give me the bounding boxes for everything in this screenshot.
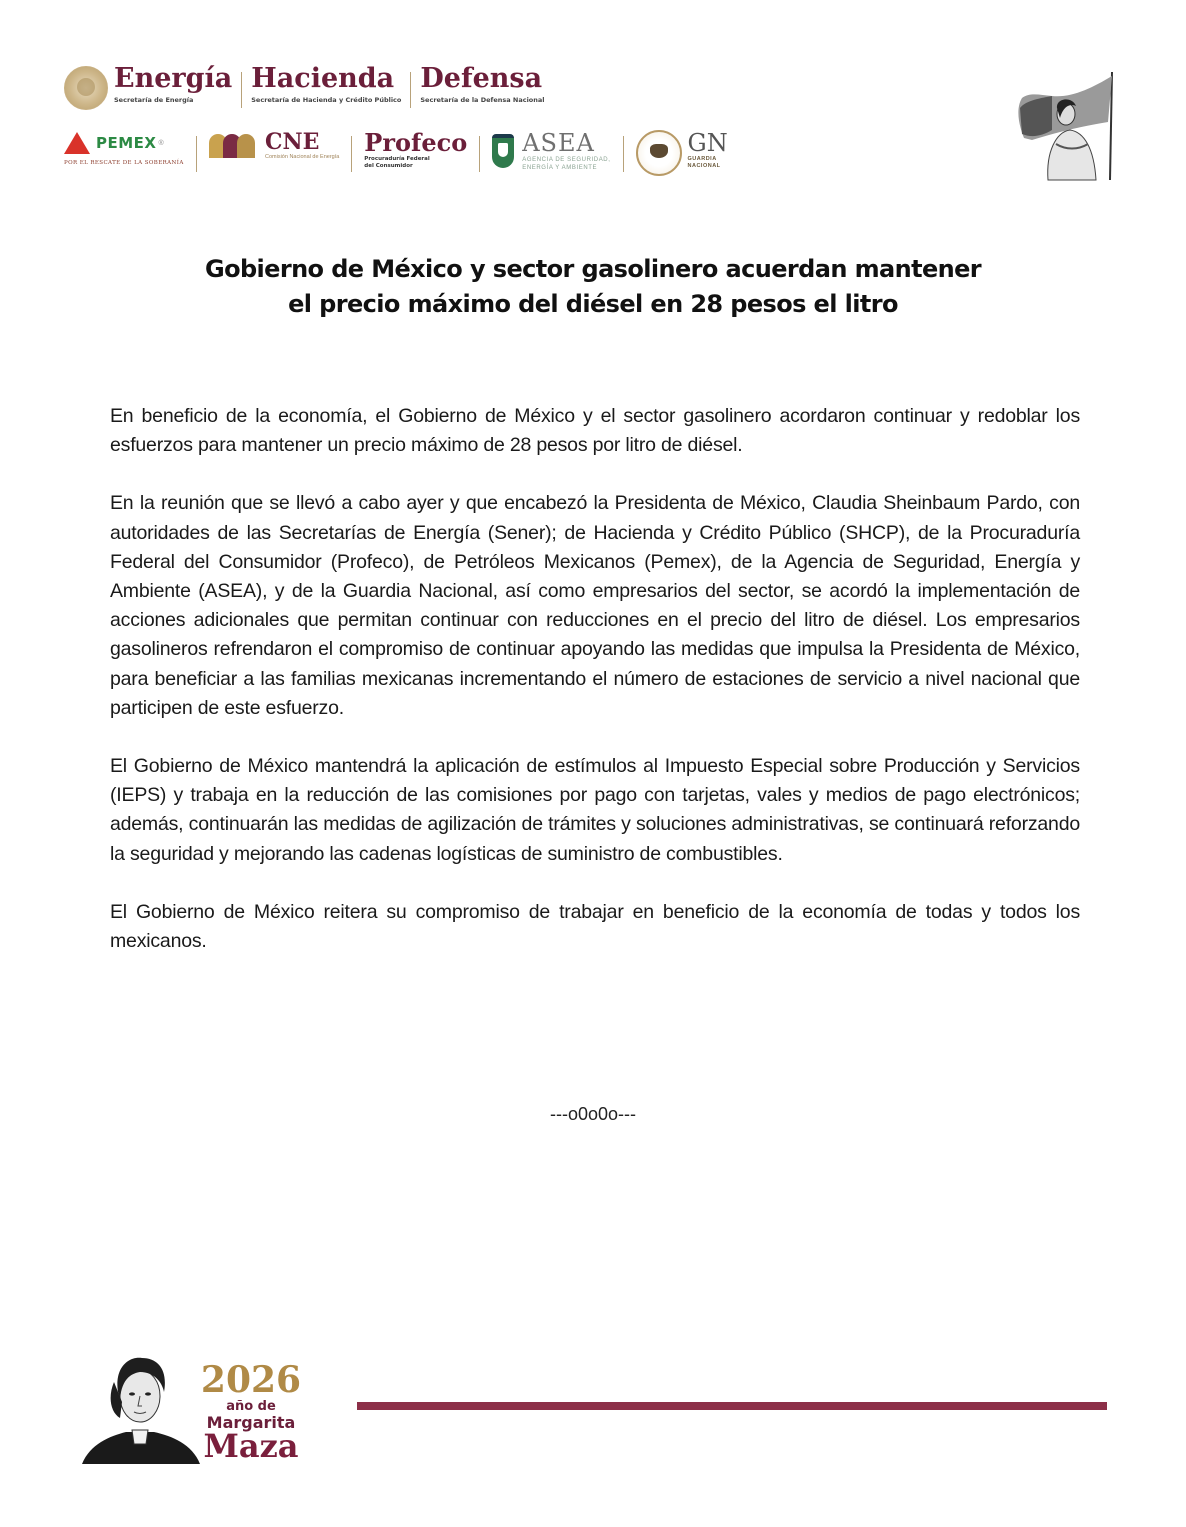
logo-hacienda-name: Hacienda	[251, 63, 395, 94]
logo-cne	[209, 130, 339, 160]
logo-pemex	[64, 130, 184, 166]
logo-profeco-sub1: Procuraduría Federal	[364, 156, 430, 162]
year-label: año de	[226, 1399, 276, 1414]
logo-divider	[479, 136, 480, 172]
paragraph: El Gobierno de México reitera su compromiso de trabajar en beneficio de la economía de todas y todos los mexicanos.	[110, 900, 1080, 953]
logo-asea-sub1: AGENCIA DE SEGURIDAD,	[522, 157, 611, 163]
logo-profeco-sub2: del Consumidor	[364, 163, 413, 169]
logo-asea-sub2: ENERGÍA Y AMBIENTE	[522, 165, 598, 171]
logo-guardia-nacional	[636, 130, 728, 176]
logo-defensa-sub: Secretaría de la Defensa Nacional	[420, 96, 545, 104]
logo-cne-name: CNE	[265, 129, 320, 155]
logo-gn-sub1: GUARDIA	[687, 156, 717, 162]
header-secretarias	[64, 64, 545, 112]
honoree-last-name: Maza	[203, 1427, 299, 1465]
logo-asea	[492, 130, 610, 172]
logo-energia-sub: Secretaría de Energía	[114, 96, 194, 104]
year-2026: 2026	[200, 1359, 302, 1401]
paragraph: En beneficio de la economía, el Gobierno de México y el sector gasolinero acordaron continuar y redoblar los esfuerzos para mantener un precio máximo de 28 pesos por litro de diésel.	[110, 405, 1080, 457]
asea-shield-icon	[492, 134, 514, 168]
commemorative-year-logo	[200, 1359, 302, 1465]
logo-energia	[114, 64, 232, 105]
registered-mark: ®	[158, 139, 164, 147]
logo-divider	[196, 136, 197, 172]
logo-pemex-tagline: POR EL RESCATE DE LA SOBERANÍA	[64, 160, 184, 166]
title-line-2: el precio máximo del diésel en 28 pesos el litro	[288, 290, 898, 318]
footer-divider-bar	[357, 1402, 1107, 1410]
logo-hacienda-sub: Secretaría de Hacienda y Crédito Público	[251, 96, 402, 104]
logo-cne-sub: Comisión Nacional de Energía	[265, 154, 340, 160]
logo-gn-sub2: NACIONAL	[687, 163, 721, 169]
logo-divider	[410, 72, 411, 108]
logo-gn-name: GN	[687, 129, 728, 157]
guardia-nacional-seal-icon	[636, 130, 682, 176]
heroine-flag-illustration-icon	[1012, 68, 1122, 184]
closing-mark: ---o0o0o---	[549, 1104, 637, 1124]
logo-divider	[351, 136, 352, 172]
mexico-coat-of-arms-icon	[64, 66, 108, 110]
margarita-maza-portrait-icon	[80, 1352, 200, 1464]
press-release-body	[110, 402, 1080, 985]
paragraph: El Gobierno de México mantendrá la aplicación de estímulos al Impuesto Especial sobre Producción y Servicios (IEPS) y trabaja en la reducción de las comisiones por pago con tarjetas, vales y medios de pago electrónicos; además, continuarán las medidas de agilización de trámites y soluciones administrativas, se continuará reforzando la seguridad y mejorando las cadenas logísticas de suministro de combustibles.	[110, 755, 1080, 865]
logo-profeco	[364, 130, 467, 170]
logo-divider	[623, 136, 624, 172]
logo-hacienda	[251, 64, 401, 105]
logo-pemex-name: PEMEX	[96, 134, 157, 152]
header-agencies	[64, 130, 728, 180]
honoree-first-name: Margarita	[206, 1413, 296, 1432]
cne-weave-icon	[209, 134, 259, 158]
logo-defensa	[420, 64, 544, 105]
press-release-title	[0, 252, 1186, 322]
logo-profeco-name: Profeco	[364, 128, 468, 157]
paragraph: En la reunión que se llevó a cabo ayer y que encabezó la Presidenta de México, Claudia Sheinbaum Pardo, con autoridades de las Secretarías de Energía (Sener); de Hacienda y Crédito Público (SHCP), de la Procuraduría Federal del Consumidor (Profeco), de Petróleos Mexicanos (Pemex), de la Agencia de Seguridad, Energía y Ambiente (ASEA), y de la Guardia Nacional, así como empresarios del sector, se acordó la implementación de acciones adicionales que permitan continuar con reducciones en el precio del litro de diésel. Los empresarios gasolineros refrendaron el compromiso de continuar apoyando las medidas que impulsa la Presidenta de México, para beneficiar a las familias mexicanas incrementando el número de estaciones de servicio a nivel nacional que participen de este esfuerzo.	[110, 492, 1080, 719]
pemex-eagle-icon	[64, 132, 90, 154]
title-line-1: Gobierno de México y sector gasolinero acuerdan mantener	[204, 255, 982, 283]
logo-defensa-name: Defensa	[420, 63, 543, 94]
logo-asea-name: ASEA	[522, 129, 595, 157]
logo-divider	[241, 72, 242, 108]
logo-energia-name: Energía	[114, 63, 233, 94]
